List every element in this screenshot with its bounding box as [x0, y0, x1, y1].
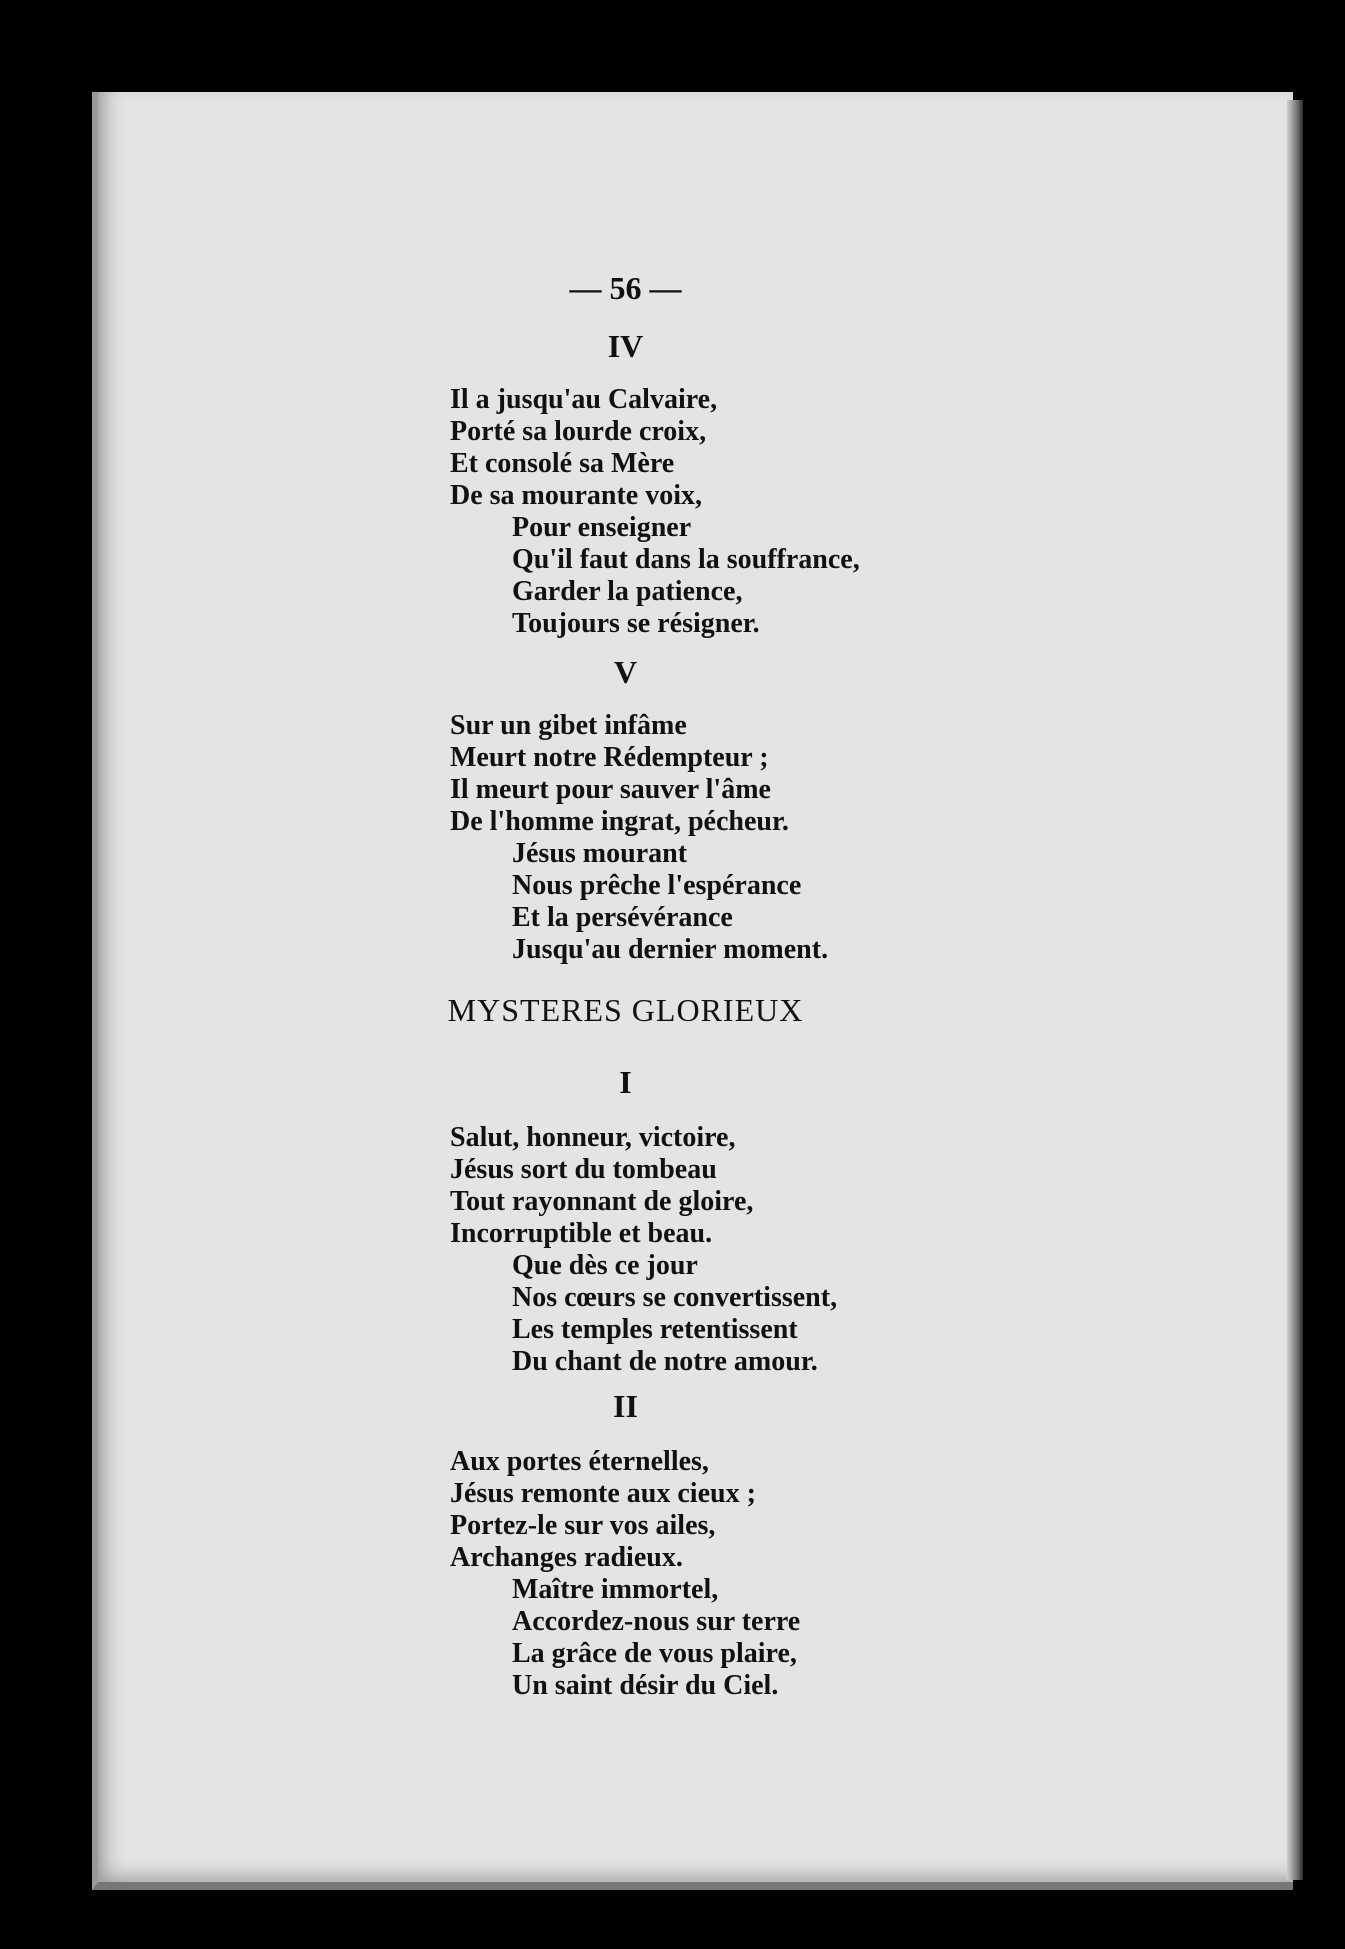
page-edge: [1287, 100, 1303, 1880]
book-page: [92, 92, 1293, 1890]
verse-line: Jésus sort du tombeau: [450, 1154, 717, 1185]
verse-line: Nos cœurs se convertissent,: [512, 1282, 838, 1313]
verse-line: Les temples retentissent: [512, 1314, 798, 1345]
verse-line: Archanges radieux.: [450, 1542, 683, 1573]
verse-line: Qu'il faut dans la souffrance,: [512, 544, 860, 575]
verse-line: De l'homme ingrat, pécheur.: [450, 806, 789, 837]
verse-line: Jésus mourant: [512, 838, 688, 869]
verse-line: Et consolé sa Mère: [450, 448, 675, 479]
section-heading: MYSTERES GLORIEUX: [447, 992, 804, 1028]
verse-line: Il meurt pour sauver l'âme: [450, 774, 771, 805]
verse-line: Portez-le sur vos ailes,: [450, 1510, 716, 1541]
stanza-iv: [450, 384, 860, 640]
verse-line: Du chant de notre amour.: [512, 1346, 818, 1377]
verse-line: Jésus remonte aux cieux ;: [450, 1478, 756, 1509]
verse-line: Toujours se résigner.: [512, 608, 760, 639]
verse-line: Tout rayonnant de gloire,: [450, 1186, 754, 1217]
verse-line: Nous prêche l'espérance: [512, 870, 802, 901]
stanza-numeral-i: I: [619, 1064, 632, 1100]
verse-line: Incorruptible et beau.: [450, 1218, 713, 1249]
verse-line: Que dès ce jour: [512, 1250, 698, 1281]
verse-line: Garder la patience,: [512, 576, 743, 607]
page-number: — 56 —: [569, 270, 682, 306]
verse-line: Et la persévérance: [512, 902, 733, 933]
verse-line: De sa mourante voix,: [450, 480, 702, 511]
stanza-ii: [450, 1446, 800, 1702]
verse-line: Aux portes éternelles,: [450, 1446, 709, 1477]
verse-line: Jusqu'au dernier moment.: [512, 934, 829, 965]
verse-line: Salut, honneur, victoire,: [450, 1122, 736, 1153]
verse-line: Maître immortel,: [512, 1574, 719, 1605]
verse-line: Il a jusqu'au Calvaire,: [450, 384, 718, 415]
verse-line: La grâce de vous plaire,: [512, 1638, 797, 1669]
verse-line: Un saint désir du Ciel.: [512, 1670, 779, 1701]
stanza-i: [450, 1122, 837, 1378]
stanza-numeral-iv: IV: [607, 328, 644, 364]
stanza-numeral-v: V: [613, 654, 638, 690]
verse-line: Sur un gibet infâme: [450, 710, 687, 741]
verse-line: Accordez-nous sur terre: [512, 1606, 801, 1637]
stanza-v: [450, 710, 828, 966]
verse-line: Porté sa lourde croix,: [450, 416, 707, 447]
verse-line: Pour enseigner: [512, 512, 692, 543]
stanza-numeral-ii: II: [613, 1388, 638, 1424]
verse-line: Meurt notre Rédempteur ;: [450, 742, 769, 773]
